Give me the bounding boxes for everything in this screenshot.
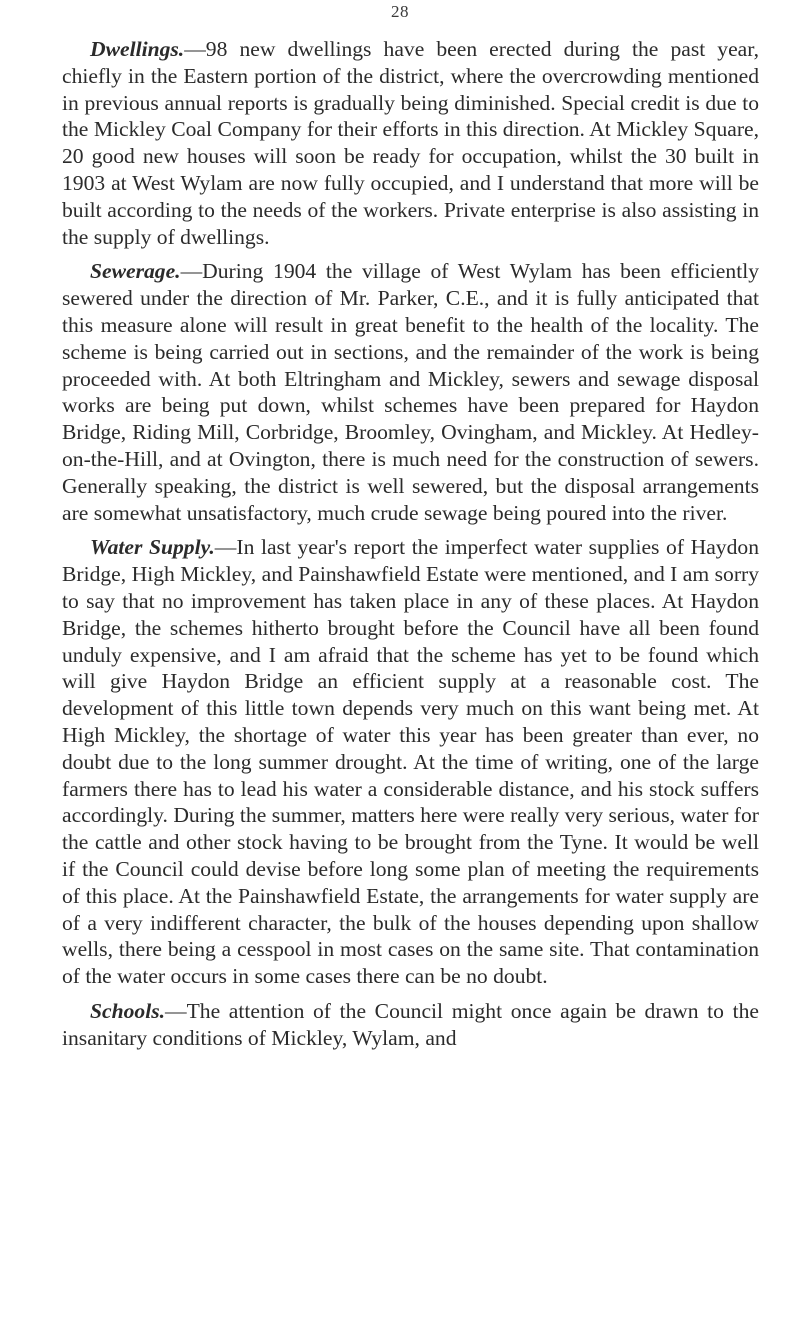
report-page [62,36,759,1059]
section-heading-sewerage: Sewerage. [90,259,181,284]
section-body-water-supply: —In last year's report the imperfect water supplies of Haydon Bridge, High Mickley, and Painshawfield Estate were mentioned, and I am sorry to say that no improvement has taken place in any of these places. At Haydon Bridge, the schemes hitherto brought before the Council have all been found unduly expensive, and I am afraid that the scheme has yet to be found which will give Haydon Bridge an efficient supply at a reasonable cost. The development of this little town depends very much on this want being met. At High Mickley, the shortage of water this year has been greater than ever, no doubt due to the long summer drought. At the time of writing, one of the large farmers there has to lead his water a considerable distance, and his stock suffers accordingly. During the summer, matters here were really very serious, water for the cattle and other stock having to be brought from the Tyne. It would be well if the Council could devise before long some plan of meeting the requirements of this place. At the Painshawfield Estate, the arrangements for water supply are of a very indifferent character, the bulk of the houses depending upon shallow wells, there being a cesspool in most cases on the same site. That contamination of the water occurs in some cases there can be no doubt. [62,535,759,989]
section-heading-schools: Schools. [90,998,165,1023]
section-body-sewerage: —During 1904 the village of West Wylam has been efficiently sewered under the direction of Mr. Parker, C.E., and it is fully anticipated that this measure alone will result in great benefit to the health of the locality. The scheme is being carried out in sections, and the remainder of the work is being proceeded with. At both Eltringham and Mickley, sewers and sewage disposal works are being put down, whilst schemes have been prepared for Haydon Bridge, Riding Mill, Corbridge, Broomley, Ovingham, and Mickley. At Hedley-on-the-Hill, and at Ovington, there is much need for the construction of sewers. Generally speaking, the district is well sewered, but the disposal arrangements are somewhat unsatisfactory, much crude sewage being poured into the river. [62,259,759,525]
section-body-dwellings: —98 new dwellings have been erected during the past year, chiefly in the Eastern portion of the district, where the overcrowding mentioned in previous annual reports is gradually being diminished. Special credit is due to the Mickley Coal Company for their efforts in this direction. At Mickley Square, 20 good new houses will soon be ready for occupation, whilst the 30 built in 1903 at West Wylam are now fully occupied, and I understand that more will be built according to the needs of the workers. Private enterprise is also assisting in the supply of dwellings. [62,37,759,249]
section-body-schools: —The attention of the Council might once again be drawn to the insanitary conditions of Mickley, Wylam, and [62,998,759,1050]
paragraph-dwellings [62,36,759,250]
page-number: 28 [391,2,409,21]
paragraph-schools [62,998,759,1052]
section-heading-dwellings: Dwellings. [90,37,185,61]
paragraph-sewerage [62,258,759,526]
section-heading-water-supply: Water Supply. [90,535,215,560]
paragraph-water-supply [62,534,759,990]
